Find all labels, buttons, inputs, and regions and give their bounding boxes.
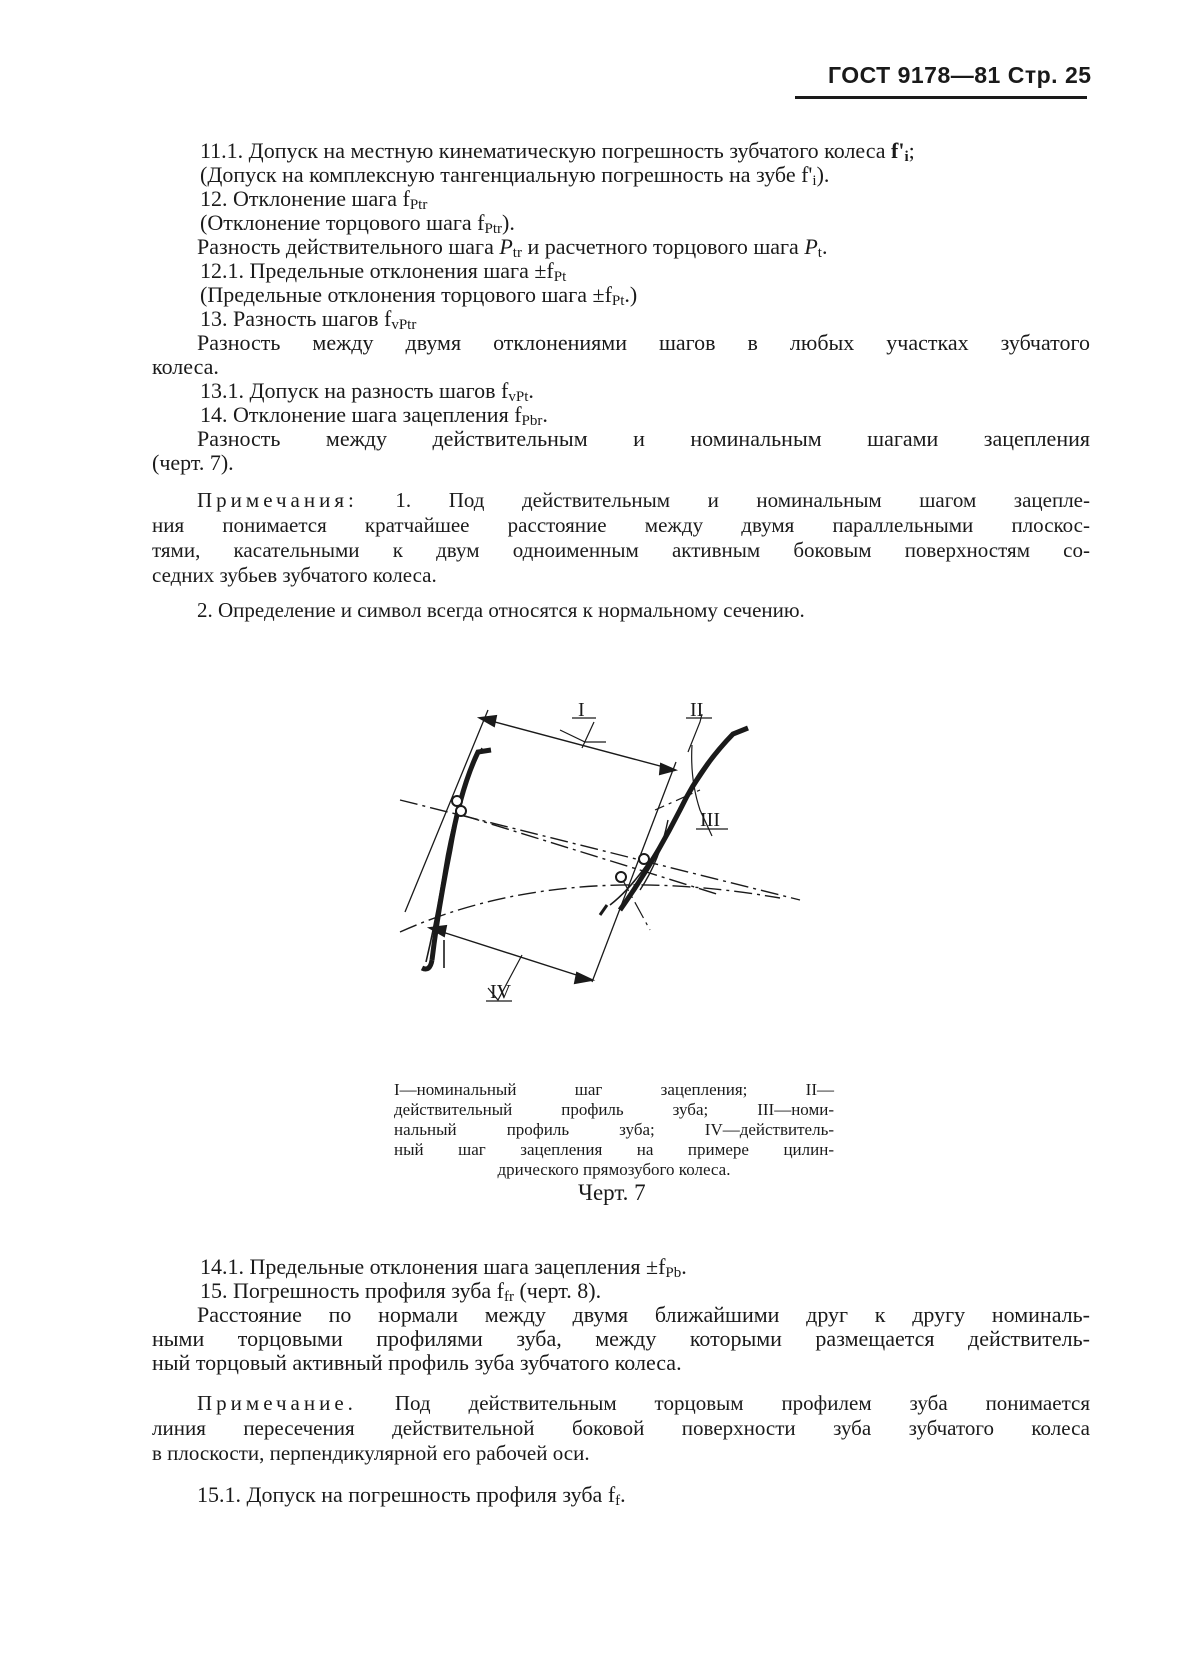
line-12: 12. Отклонение шага $f_{Ptr}$: [200, 186, 428, 213]
line-14-def-cont: (черт. 7).: [152, 450, 234, 475]
line-14-def: Разность между действительным и номинальным шагами зацепления: [197, 426, 1090, 451]
note2-line3: в плоскости, перпендикулярной его рабочей оси.: [152, 1441, 590, 1465]
line-14-1: 14.1. Предельные отклонения шага зацепления $\pm f_{Pb}$.: [200, 1254, 687, 1281]
line-13-def: Разность между двумя отклонениями шагов в любых участках зубчатого: [197, 330, 1090, 355]
note1-line2: ния понимается кратчайшее расстояние между двумя параллельными плоскос-: [152, 513, 1090, 537]
line-12-1-alt: (Предельные отклонения торцового шага $\pm f_{Pt}$.): [200, 282, 638, 309]
running-head: ГОСТ 9178—81 Стр. 25: [828, 62, 1092, 88]
note1-line3: тями, касательными к двум одноименным активным боковым поверхностям со-: [152, 538, 1090, 562]
note2-line1: Примечание. Под действительным торцовым профилем зуба понимается: [197, 1391, 1090, 1415]
line-13-def-cont: колеса.: [152, 354, 219, 379]
line-15: 15. Погрешность профиля зуба $f_{fr}$ (черт. 8).: [200, 1278, 602, 1305]
note1-line4: седних зубьев зубчатого колеса.: [152, 563, 437, 587]
label-III: III: [700, 809, 720, 831]
line-15-1: 15.1. Допуск на погрешность профиля зуба $f_f$.: [197, 1482, 626, 1509]
label-II: II: [690, 699, 704, 721]
label-IV: IV: [490, 981, 512, 1003]
line-12-def: Разность действительного шага $P_{tr}$ и расчетного торцового шага $P_t$.: [197, 234, 828, 261]
label-I: I: [578, 699, 585, 721]
note2-line2: линия пересечения действительной боковой поверхности зуба зубчатого колеса: [152, 1416, 1090, 1440]
figure-caption: I—номинальный шаг зацепления; II— действительный профиль зуба; III—номи- нальный профиль зуба; IV—действитель- ный шаг зацепления на примере цилин- дрического прямозубого колеса.: [394, 1080, 834, 1179]
line-12-1: 12.1. Предельные отклонения шага $\pm f_{Pt}$: [200, 258, 567, 285]
line-12-alt: (Отклонение торцового шага $f_{Ptr}$).: [200, 210, 515, 237]
line-11-1-alt: (Допуск на комплексную тангенциальную погрешность на зубе $f'_i$).: [200, 162, 830, 189]
line-14: 14. Отклонение шага зацепления $f_{Pbr}$.: [200, 402, 548, 429]
line-15-def2: ными торцовыми профилями зуба, между которыми размещается действитель-: [152, 1326, 1090, 1351]
line-15-def3: ный торцовый активный профиль зуба зубчатого колеса.: [152, 1350, 682, 1375]
note1-line1: Примечания: 1. Под действительным и номинальным шагом зацепле-: [197, 488, 1090, 512]
figure-title: Черт. 7: [578, 1180, 646, 1205]
note1-line5: 2. Определение и символ всегда относятся к нормальному сечению.: [197, 598, 805, 622]
line-13-1: 13.1. Допуск на разность шагов $f_{vPt}$.: [200, 378, 534, 405]
line-15-def1: Расстояние по нормали между двумя ближайшими друг к другу номиналь-: [197, 1302, 1090, 1327]
line-11-1: 11.1. Допуск на местную кинематическую погрешность зубчатого колеса $f'_i$;: [200, 138, 915, 165]
line-13: 13. Разность шагов $f_{vPtr}$: [200, 306, 417, 333]
